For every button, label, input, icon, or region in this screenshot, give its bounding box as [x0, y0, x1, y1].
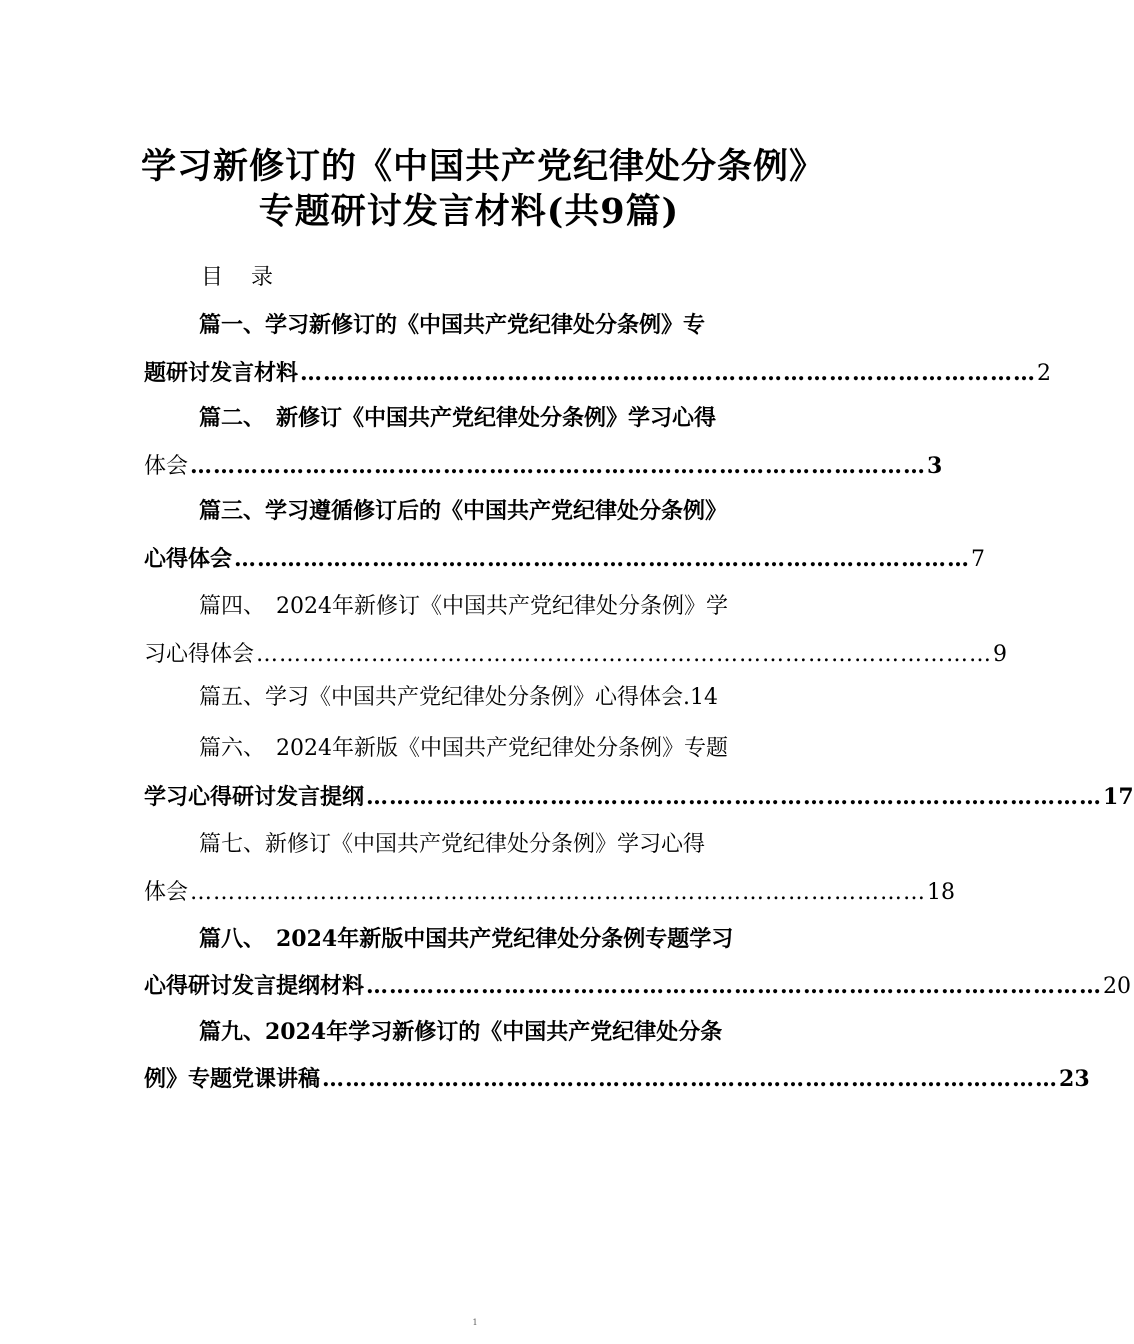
toc-entry-4-page: 9 [993, 642, 1008, 667]
toc-leader-dots: …………………………………………………………………………………… [366, 973, 1103, 999]
toc-entry-4-line-1: 篇四、 2024年新修订《中国共产党纪律处分条例》学 [199, 594, 728, 619]
toc-leader-dots: …………………………………………………………………………………… [190, 453, 927, 479]
page-number: 1 [472, 1318, 478, 1327]
toc-leader-dots: …………………………………………………………………………………… [256, 642, 993, 667]
toc-entry-1-line-2 [144, 357, 1052, 390]
toc-entry-1-page: 2 [1037, 361, 1052, 386]
toc-entry-2-title-end: 体会 [144, 454, 189, 479]
toc-entry-9-title-end: 例》专题党课讲稿 [144, 1066, 321, 1092]
toc-entry-6-line-2 [144, 781, 1134, 813]
toc-entry-1-title-end: 题研讨发言材料 [144, 360, 299, 386]
toc-entry-9-page: 23 [1059, 1066, 1090, 1092]
toc-entry-2-page: 3 [927, 453, 943, 479]
toc-heading: 目录 [201, 265, 302, 290]
toc-entry-9-line-2 [144, 1063, 1090, 1095]
page-title-line-2: 专题研讨发言材料(共9篇) [258, 191, 680, 232]
toc-leader-dots: …………………………………………………………………………………… [234, 546, 971, 572]
toc-entry-8-page: 20 [1103, 974, 1132, 999]
page-title-line-1: 学习新修订的《中国共产党纪律处分条例》 [140, 146, 825, 187]
toc-entry-2-line-2 [144, 450, 943, 483]
toc-entry-8-line-2 [144, 970, 1132, 1003]
toc-entry-6-title-end: 学习心得研讨发言提纲 [144, 784, 365, 810]
toc-entry-7-line-1: 篇七、新修订《中国共产党纪律处分条例》学习心得 [199, 832, 706, 857]
toc-entry-3-line-2 [144, 543, 986, 576]
toc-entry-3-line-1: 篇三、学习遵循修订后的《中国共产党纪律处分条例》 [199, 498, 728, 524]
toc-leader-dots: …………………………………………………………………………………… [366, 784, 1103, 810]
toc-entry-1-line-1: 篇一、学习新修订的《中国共产党纪律处分条例》专 [199, 312, 706, 338]
toc-entry-7-page: 18 [927, 880, 956, 905]
toc-entry-5-line-1: 篇五、学习《中国共产党纪律处分条例》心得体会.14 [199, 685, 718, 710]
toc-entry-3-title-end: 心得体会 [144, 546, 233, 572]
toc-entry-4-title-end: 习心得体会 [144, 642, 255, 667]
toc-entry-3-page: 7 [971, 547, 986, 572]
toc-entry-7-line-2 [144, 877, 956, 909]
toc-entry-4-line-2 [144, 639, 1008, 671]
toc-entry-8-title-end: 心得研讨发言提纲材料 [144, 973, 365, 999]
toc-leader-dots: …………………………………………………………………………………… [190, 880, 927, 905]
toc-entry-6-page: 17 [1103, 784, 1134, 810]
toc-entry-7-title-end: 体会 [144, 880, 189, 905]
toc-entry-6-line-1: 篇六、 2024年新版《中国共产党纪律处分条例》专题 [199, 736, 728, 761]
toc-leader-dots: …………………………………………………………………………………… [300, 360, 1037, 386]
toc-entry-8-line-1: 篇八、 2024年新版中国共产党纪律处分条例专题学习 [199, 926, 734, 952]
toc-leader-dots: …………………………………………………………………………………… [322, 1066, 1059, 1092]
toc-entry-2-line-1: 篇二、 新修订《中国共产党纪律处分条例》学习心得 [199, 405, 717, 431]
toc-entry-9-line-1: 篇九、2024年学习新修订的《中国共产党纪律处分条 [199, 1019, 723, 1045]
